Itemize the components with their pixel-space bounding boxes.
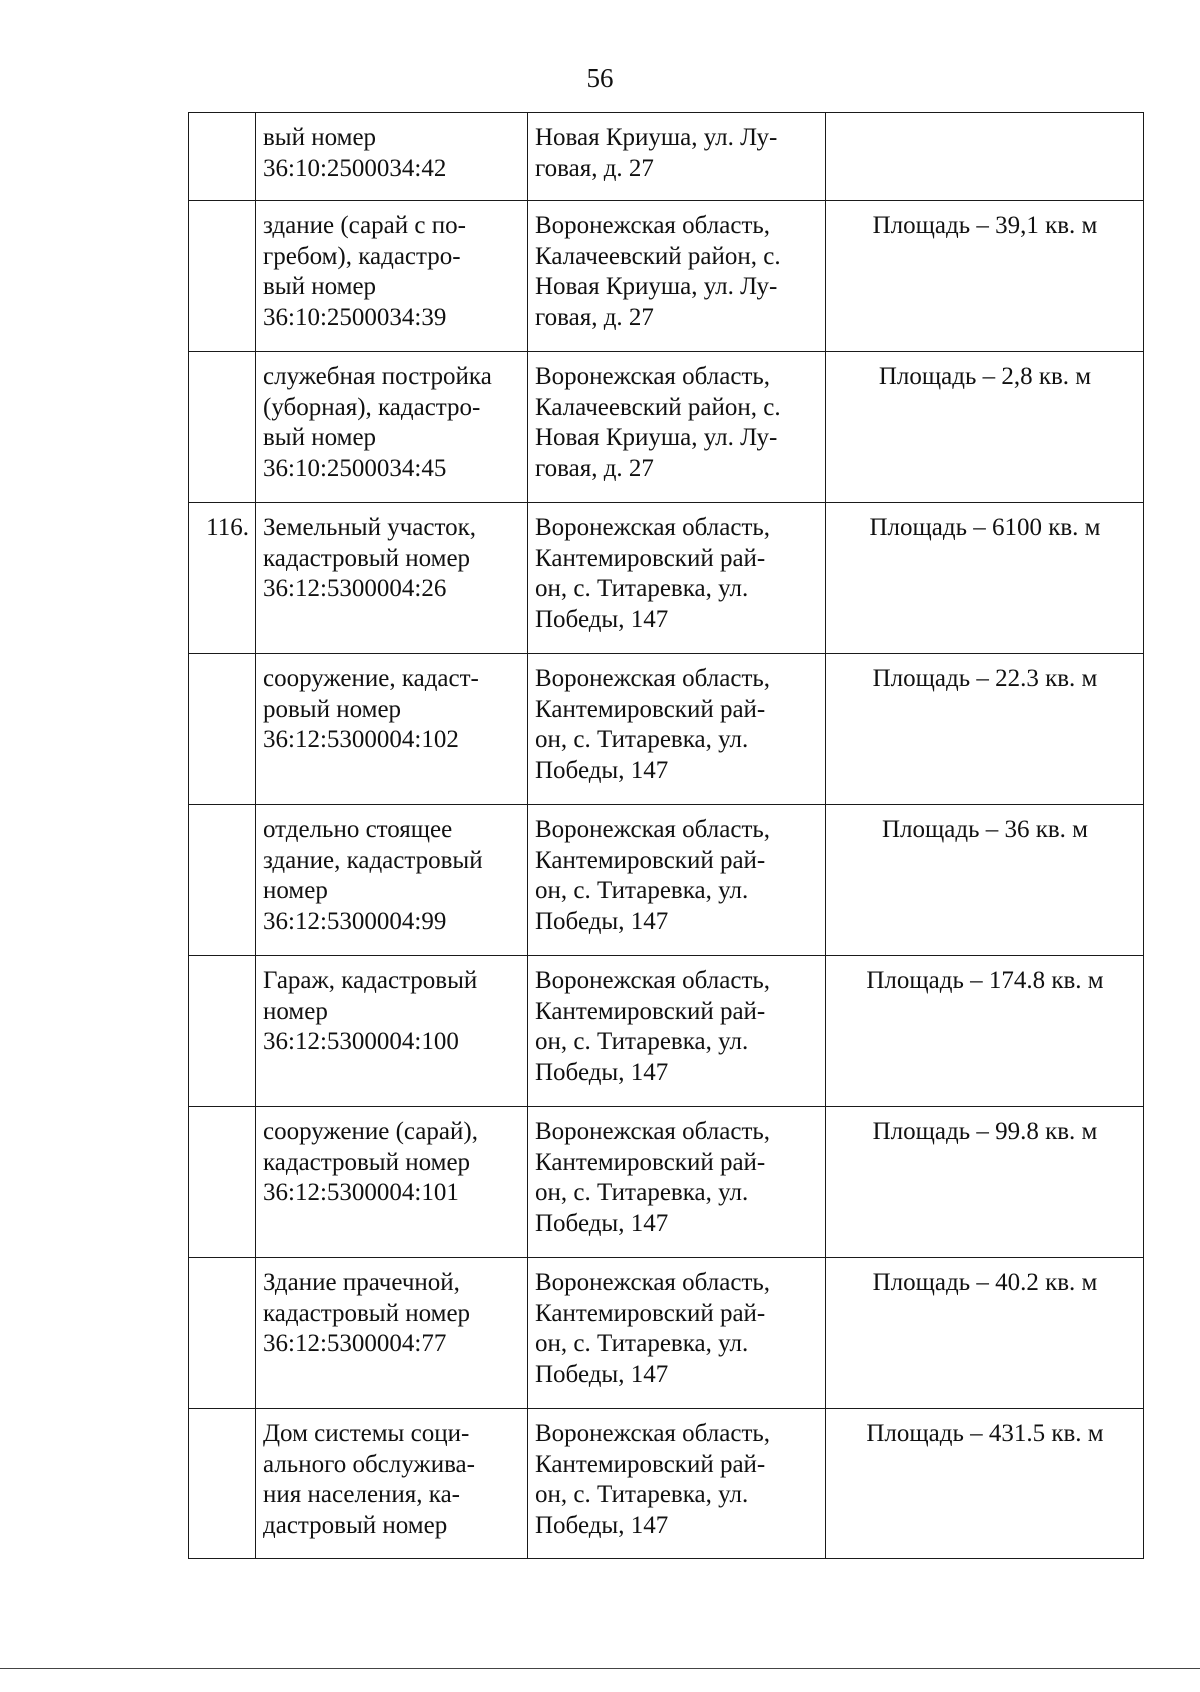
area-cell: Площадь – 2,8 кв. м	[826, 352, 1144, 503]
address-line: Воронежская область,	[535, 1420, 771, 1447]
table-row	[189, 1409, 1144, 1559]
object-name-line: ального обслужива-	[263, 1450, 475, 1478]
object-name-line: вый номер	[263, 424, 377, 451]
object-name-cell	[256, 654, 528, 805]
address-line: Воронежская область,	[535, 816, 771, 843]
row-number-cell	[189, 113, 256, 201]
object-name-line: Земельный участок,	[263, 514, 476, 541]
object-name-line: отдельно стоящее	[263, 816, 453, 843]
address-line: Победы, 147	[535, 1058, 669, 1086]
address-line: Новая Криуша, ул. Лу-	[535, 273, 778, 300]
object-name-cell	[256, 805, 528, 956]
area-cell: Площадь – 39,1 кв. м	[826, 201, 1144, 352]
address-line: Кантемировский рай-	[535, 846, 766, 874]
address-line: Победы, 147	[535, 605, 669, 633]
object-name-line: 36:12:5300004:101	[263, 1179, 459, 1206]
object-name-cell	[256, 352, 528, 503]
address-line: говая, д. 27	[535, 303, 654, 331]
address-cell	[528, 1107, 826, 1258]
object-name-line: дастровый номер	[263, 1511, 448, 1539]
object-name-line: 36:12:5300004:77	[263, 1330, 447, 1357]
address-line: Победы, 147	[535, 756, 669, 784]
object-name-line: Здание прачечной,	[263, 1269, 460, 1296]
address-line: он, с. Титаревка, ул.	[535, 1330, 749, 1357]
bottom-divider	[0, 1668, 1200, 1669]
address-line: Победы, 147	[535, 1511, 669, 1539]
object-name-cell	[256, 201, 528, 352]
object-name-line: здание (сарай с по-	[263, 212, 466, 239]
area-cell: Площадь – 431.5 кв. м	[826, 1409, 1144, 1559]
row-number-cell	[189, 1258, 256, 1409]
object-name-line: 36:10:2500034:39	[263, 303, 447, 331]
table-row	[189, 1258, 1144, 1409]
address-cell	[528, 201, 826, 352]
address-line: говая, д. 27	[535, 454, 654, 482]
object-name-cell	[256, 1258, 528, 1409]
address-line: Кантемировский рай-	[535, 1299, 766, 1327]
area-cell	[826, 113, 1144, 201]
address-line: Кантемировский рай-	[535, 544, 766, 572]
table-row	[189, 503, 1144, 654]
address-line: Новая Криуша, ул. Лу-	[535, 124, 778, 151]
object-name-cell	[256, 1409, 528, 1559]
address-line: Кантемировский рай-	[535, 997, 766, 1025]
address-line: он, с. Титаревка, ул.	[535, 1481, 749, 1508]
table-row	[189, 113, 1144, 201]
table-row	[189, 805, 1144, 956]
row-number-cell	[189, 654, 256, 805]
property-table-body	[189, 113, 1144, 1559]
object-name-line: вый номер	[263, 273, 377, 300]
area-cell: Площадь – 36 кв. м	[826, 805, 1144, 956]
area-cell: Площадь – 99.8 кв. м	[826, 1107, 1144, 1258]
address-line: Победы, 147	[535, 907, 669, 935]
address-cell	[528, 956, 826, 1107]
object-name-line: вый номер	[263, 124, 377, 151]
address-line: Воронежская область,	[535, 1269, 771, 1296]
address-line: Победы, 147	[535, 1209, 669, 1237]
address-line: он, с. Титаревка, ул.	[535, 575, 749, 602]
address-cell	[528, 1409, 826, 1559]
object-name-line: кадастровый номер	[263, 1299, 471, 1327]
area-cell: Площадь – 22.3 кв. м	[826, 654, 1144, 805]
object-name-line: 36:10:2500034:45	[263, 454, 447, 482]
object-name-line: ровый номер	[263, 695, 402, 723]
object-name-line: служебная постройка	[263, 363, 492, 390]
object-name-line: кадастровый номер	[263, 1148, 471, 1176]
row-number-cell	[189, 805, 256, 956]
table-row	[189, 201, 1144, 352]
page-number: 56	[586, 63, 614, 93]
object-name-line: номер	[263, 877, 328, 904]
address-line: Калачеевский район, с.	[535, 393, 781, 421]
address-line: Воронежская область,	[535, 967, 771, 994]
object-name-cell	[256, 1107, 528, 1258]
address-line: Воронежская область,	[535, 665, 771, 692]
object-name-cell	[256, 956, 528, 1107]
address-line: он, с. Титаревка, ул.	[535, 726, 749, 753]
object-name-line: гребом), кадастро-	[263, 242, 461, 270]
address-line: он, с. Титаревка, ул.	[535, 1179, 749, 1206]
row-number-cell	[189, 956, 256, 1107]
row-number-cell	[189, 1409, 256, 1559]
address-cell	[528, 805, 826, 956]
object-name-line: кадастровый номер	[263, 544, 471, 572]
address-line: он, с. Титаревка, ул.	[535, 1028, 749, 1055]
object-name-cell	[256, 113, 528, 201]
address-line: Победы, 147	[535, 1360, 669, 1388]
table-row	[189, 1107, 1144, 1258]
address-cell	[528, 352, 826, 503]
address-line: Кантемировский рай-	[535, 695, 766, 723]
table-row	[189, 654, 1144, 805]
address-cell	[528, 654, 826, 805]
address-line: Кантемировский рай-	[535, 1148, 766, 1176]
row-number-cell	[189, 352, 256, 503]
address-line: Калачеевский район, с.	[535, 242, 781, 270]
area-cell: Площадь – 40.2 кв. м	[826, 1258, 1144, 1409]
address-cell	[528, 503, 826, 654]
object-name-line: 36:12:5300004:26	[263, 575, 447, 602]
address-cell	[528, 1258, 826, 1409]
object-name-line: номер	[263, 997, 328, 1025]
row-number-cell	[189, 201, 256, 352]
address-line: Воронежская область,	[535, 1118, 771, 1145]
object-name-line: здание, кадастровый	[263, 846, 483, 874]
object-name-cell	[256, 503, 528, 654]
area-cell: Площадь – 174.8 кв. м	[826, 956, 1144, 1107]
address-line: Кантемировский рай-	[535, 1450, 766, 1478]
property-table	[188, 112, 1144, 1559]
object-name-line: 36:10:2500034:42	[263, 154, 447, 182]
address-line: он, с. Титаревка, ул.	[535, 877, 749, 904]
object-name-line: (уборная), кадастро-	[263, 393, 481, 421]
address-line: Воронежская область,	[535, 212, 771, 239]
object-name-line: сооружение (сарай),	[263, 1118, 478, 1145]
table-row	[189, 352, 1144, 503]
object-name-line: Дом системы соци-	[263, 1420, 470, 1447]
object-name-line: 36:12:5300004:100	[263, 1028, 459, 1055]
address-line: Воронежская область,	[535, 514, 771, 541]
address-line: говая, д. 27	[535, 154, 654, 182]
area-cell: Площадь – 6100 кв. м	[826, 503, 1144, 654]
object-name-line: Гараж, кадастровый	[263, 967, 478, 994]
row-number-cell	[189, 1107, 256, 1258]
row-number-cell: 116.	[189, 503, 256, 654]
object-name-line: ния населения, ка-	[263, 1481, 460, 1508]
address-line: Новая Криуша, ул. Лу-	[535, 424, 778, 451]
table-row	[189, 956, 1144, 1107]
address-line: Воронежская область,	[535, 363, 771, 390]
object-name-line: 36:12:5300004:102	[263, 726, 459, 753]
object-name-line: 36:12:5300004:99	[263, 907, 447, 935]
address-cell	[528, 113, 826, 201]
object-name-line: сооружение, кадаст-	[263, 665, 479, 692]
